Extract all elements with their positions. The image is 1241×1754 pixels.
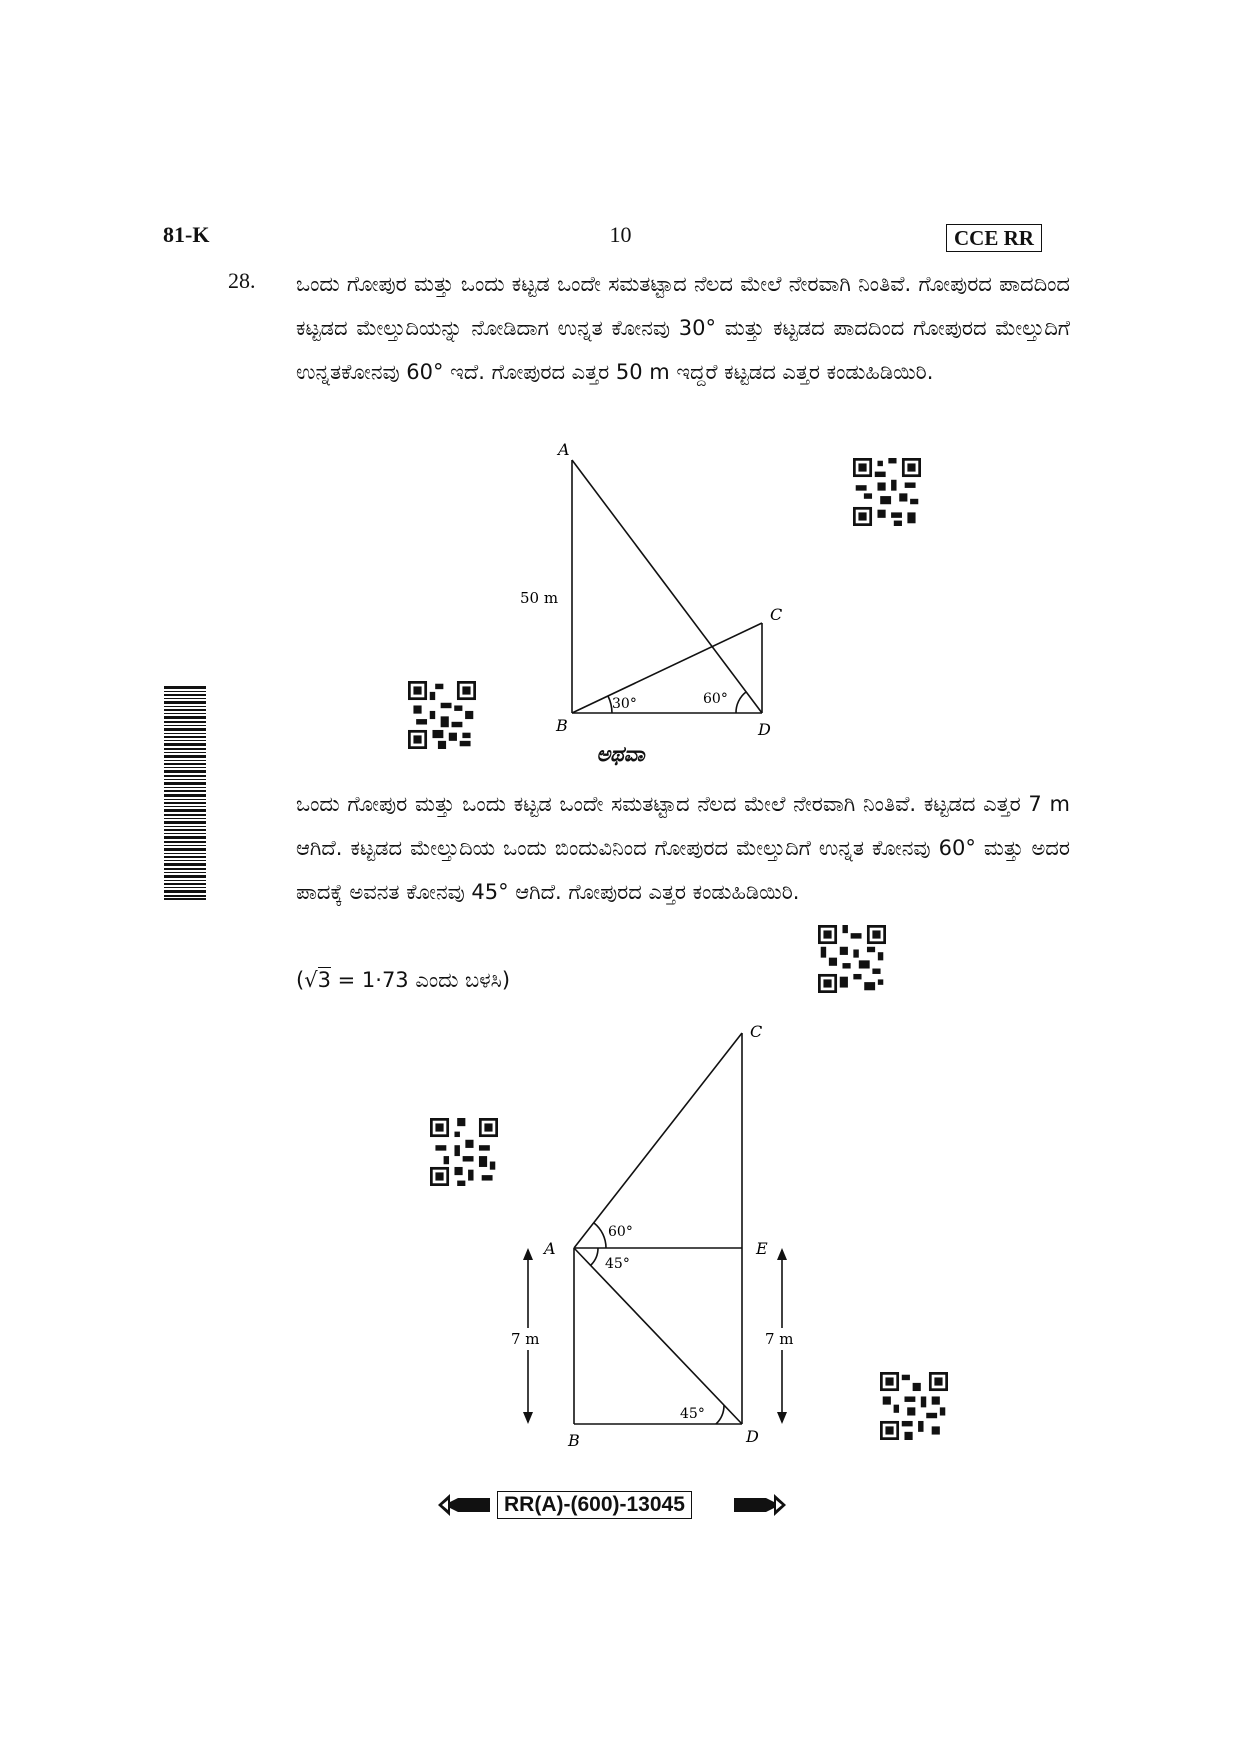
label-c: C xyxy=(770,605,783,624)
label-b: B xyxy=(568,1431,580,1450)
or-label: ಅಥವಾ xyxy=(596,742,645,766)
question-text-1: ಒಂದು ಗೋಪುರ ಮತ್ತು ಒಂದು ಕಟ್ಟಡ ಒಂದೇ ಸಮತಟ್ಟಾದ ನೆಲದ ಮೇಲೆ ನೇರವಾಗಿ ನಿಂತಿವೆ. ಗೋಪುರದ ಪಾದದಿಂದ ಕಟ್ಟಡದ ಮೇಲ್ತುದಿಯನ್ನು ನೋಡಿದಾಗ ಉನ್ನತ ಕೋನವು 30° ಮತ್ತು ಕಟ್ಟಡದ ಪಾದದಿಂದ ಗೋಪುರದ ಮೇಲ್ತುದಿಗೆ ಉನ್ನತಕೋನವು 60° ಇದೆ. ಗೋಪುರದ ಎತ್ತರ 50 m ಇದ್ದರೆ ಕಟ್ಟಡದ ಎತ್ತರ ಕಂಡುಹಿಡಿಯಿರಿ. xyxy=(296,272,1070,384)
scheme-badge: CCE RR xyxy=(946,224,1042,252)
label-b: B xyxy=(556,716,568,735)
label-d: D xyxy=(746,1427,759,1446)
sqrt-sign: √ xyxy=(304,968,318,992)
angle-45-d-label: 45° xyxy=(680,1406,705,1422)
label-a: A xyxy=(544,1239,556,1258)
angle-45-label: 45° xyxy=(605,1256,630,1272)
qr-code-icon xyxy=(430,1118,498,1186)
angle-arc-d xyxy=(716,1405,724,1424)
angle-60-label: 60° xyxy=(703,691,728,707)
sqrt-note xyxy=(296,968,510,993)
angle-30-label: 30° xyxy=(612,696,637,712)
paper-code: 81-K xyxy=(163,222,210,247)
height-label: 50 m xyxy=(520,589,559,607)
qr-code-icon xyxy=(880,1372,948,1440)
figure-1-diagram xyxy=(500,430,800,740)
question-number: 28. xyxy=(228,268,256,293)
figure-2-diagram xyxy=(500,1010,820,1450)
label-a: A xyxy=(558,440,570,459)
barcode-icon xyxy=(164,686,206,900)
label-e: E xyxy=(756,1239,768,1258)
note-rest: = 1·73 ಎಂದು ಬಳಸಿ) xyxy=(330,968,511,992)
ornament-right-icon xyxy=(732,1490,788,1520)
right-height-label: 7 m xyxy=(765,1330,794,1348)
qr-code-icon xyxy=(853,458,921,526)
qr-code-icon xyxy=(408,681,476,749)
note-open-paren: ( xyxy=(296,968,305,992)
sightline-ad xyxy=(572,460,762,713)
sightline-ac xyxy=(574,1033,742,1248)
left-height-label: 7 m xyxy=(511,1330,540,1348)
sightline-ad xyxy=(574,1248,742,1424)
angle-arc-d xyxy=(736,692,746,713)
angle-60-label: 60° xyxy=(608,1224,633,1240)
page-number: 10 xyxy=(609,222,632,247)
label-d: D xyxy=(758,720,771,739)
sightline-bc xyxy=(572,623,762,713)
label-c: C xyxy=(750,1022,763,1041)
angle-arc-up xyxy=(594,1223,606,1248)
angle-arc-down xyxy=(591,1248,598,1265)
ornament-left-icon xyxy=(436,1490,492,1520)
qr-code-icon xyxy=(818,925,886,993)
sqrt-value: 3 xyxy=(317,968,331,992)
footer-code: RR(A)-(600)-13045 xyxy=(497,1491,692,1519)
question-text-2: ಒಂದು ಗೋಪುರ ಮತ್ತು ಒಂದು ಕಟ್ಟಡ ಒಂದೇ ಸಮತಟ್ಟಾದ ನೆಲದ ಮೇಲೆ ನೇರವಾಗಿ ನಿಂತಿವೆ. ಕಟ್ಟಡದ ಎತ್ತರ 7 m ಆಗಿದೆ. ಕಟ್ಟಡದ ಮೇಲ್ತುದಿಯ ಒಂದು ಬಿಂದುವಿನಿಂದ ಗೋಪುರದ ಮೇಲ್ತುದಿಗೆ ಉನ್ನತ ಕೋನವು 60° ಮತ್ತು ಅದರ ಪಾದಕ್ಕೆ ಅವನತ ಕೋನವು 45° ಆಗಿದೆ. ಗೋಪುರದ ಎತ್ತರ ಕಂಡುಹಿಡಿಯಿರಿ. xyxy=(296,792,1070,904)
